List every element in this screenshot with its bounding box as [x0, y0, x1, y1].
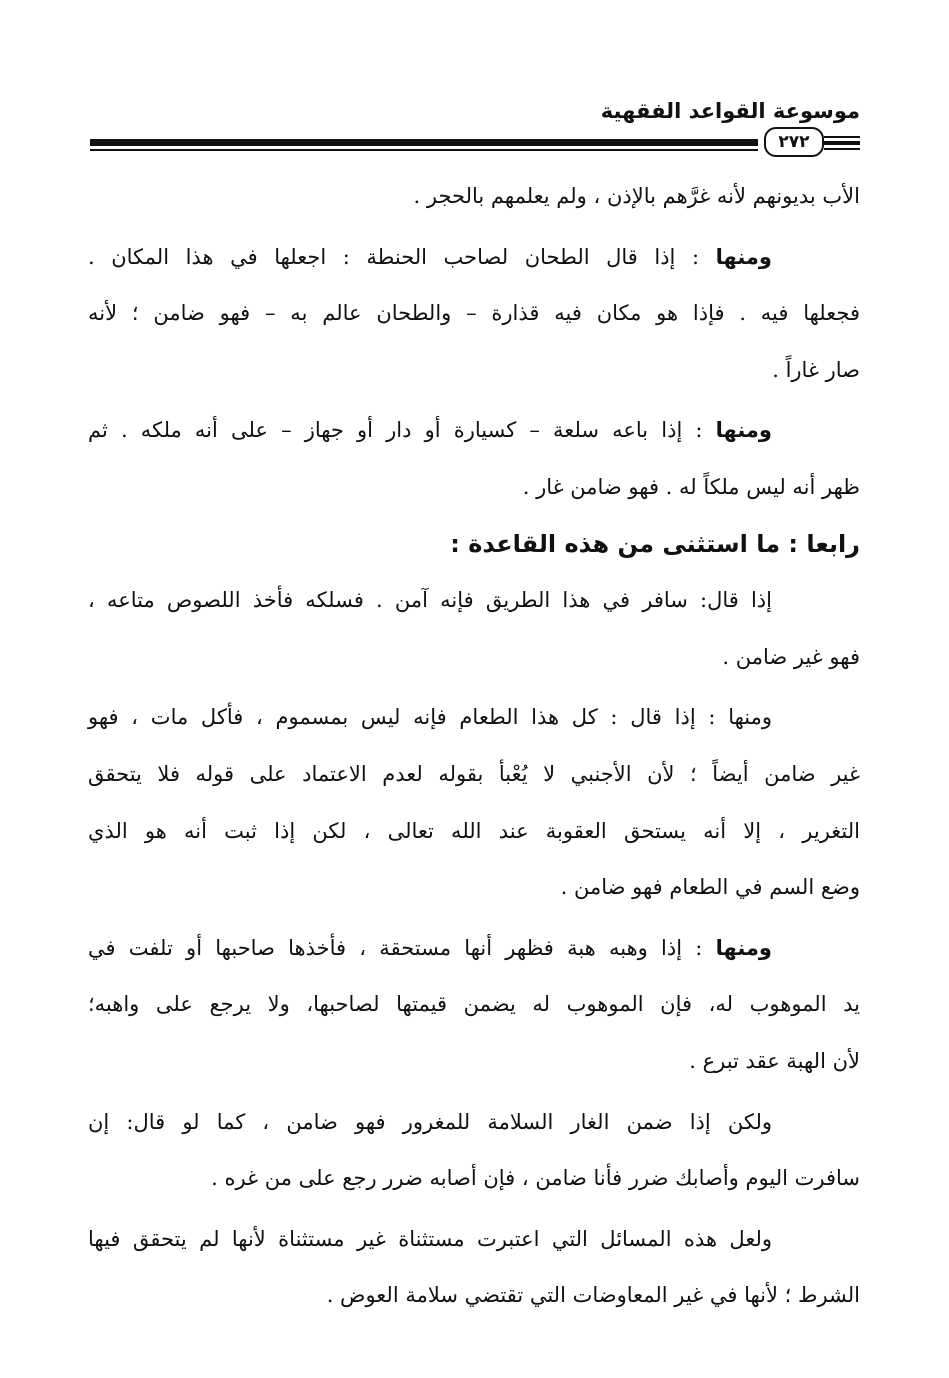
text-line: الأب بديونهم لأنه غرَّهم بالإذن ، ولم يعلمهم بالحجر . [413, 184, 860, 208]
text-line: التغرير ، إلا أنه يستحق العقوبة عند الله تعالى ، لكن إذا ثبت أنه هو الذي [88, 818, 860, 843]
text-span: : إذا قال الطحان لصاحب الحنطة : اجعلها في هذا المكان . [88, 244, 716, 269]
example-lead: ومنها [715, 244, 772, 269]
header-rule-right [824, 148, 860, 150]
header-rule-right [824, 136, 860, 138]
text-line: ولكن إذا ضمن الغار السلامة للمغرور فهو ضامن ، كما لو قال: إن [88, 1109, 772, 1134]
header-rule-thick [90, 139, 758, 146]
text-line: ظهر أنه ليس ملكاً له . فهو ضامن غار . [522, 474, 860, 499]
text-line: لأن الهبة عقد تبرع . [689, 1048, 860, 1073]
text-line: الشرط ؛ لأنها في غير المعاوضات التي تقتضي سلامة العوض . [326, 1283, 860, 1308]
text-line: يد الموهوب له، فإن الموهوب له يضمن قيمتها لصاحبها، ولا يرجع على واهبه؛ [88, 992, 860, 1017]
text-line [88, 920, 860, 977]
text-span: : إذا وهبه هبة فظهر أنها مستحقة ، فأخذها صاحبها أو تلفت في [88, 935, 716, 960]
text-line: فهو غير ضامن . [722, 644, 860, 669]
text-line [88, 402, 860, 459]
example-lead: ومنها [715, 418, 772, 443]
text-line: سافرت اليوم وأصابك ضرر فأنا ضامن ، فإن أصابه ضرر رجع على من غره . [211, 1166, 860, 1191]
text-line: إذا قال: سافر في هذا الطريق فإنه آمن . فسلكه فأخذ اللصوص متاعه ، [88, 588, 772, 613]
text-line [88, 229, 860, 286]
text-line: غير ضامن أيضاً ؛ لأن الأجنبي لا يُعْبأ بقوله لعدم الاعتماد على قوله فلا يتحقق [88, 761, 860, 786]
page-header [90, 96, 860, 156]
body-text [88, 168, 860, 1324]
text-line: ومنها : إذا قال : كل هذا الطعام فإنه ليس بمسموم ، فأكل مات ، فهو [88, 705, 772, 730]
text-line: وضع السم في الطعام فهو ضامن . [560, 875, 860, 900]
section-heading: رابعا : ما استثنى من هذه القاعدة : [450, 529, 860, 558]
example-lead: ومنها [715, 935, 772, 960]
running-title: موسوعة القواعد الفقهية [600, 99, 860, 123]
text-line: ولعل هذه المسائل التي اعتبرت مستثناة غير مستثناة لأنها لم يتحقق فيها [88, 1226, 772, 1251]
text-line: فجعلها فيه . فإذا هو مكان فيه قذارة – والطحان عالم به – فهو ضامن ؛ لأنه [88, 301, 860, 326]
header-rule-right [824, 141, 860, 145]
text-line: صار غاراً . [772, 357, 860, 382]
text-span: : إذا باعه سلعة – كسيارة أو دار أو جهاز – على أنه ملكه . ثم [88, 418, 716, 443]
page-number: ٢٧٢ [764, 127, 824, 157]
header-rule-thin [90, 149, 758, 151]
